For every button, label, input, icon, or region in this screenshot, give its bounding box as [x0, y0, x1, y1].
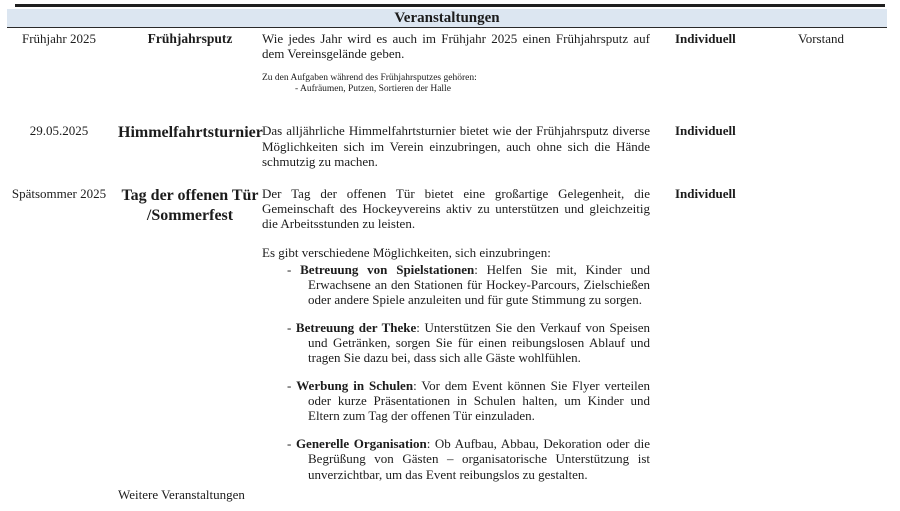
document-page	[0, 4, 900, 511]
bullet-marker: -	[287, 319, 296, 335]
bullet-title: Betreuung von Spielstationen	[300, 261, 475, 277]
participation-type: Individuell	[675, 123, 736, 139]
bullet-title: Betreuung der Theke	[295, 319, 417, 335]
responsible-party: Vorstand	[798, 31, 844, 46]
table-row-weitere	[0, 487, 900, 502]
table-title: Veranstaltungen	[394, 10, 500, 26]
table-row-tag-der-offenen-tuer	[0, 186, 900, 482]
bullet-marker: -	[287, 436, 296, 452]
event-description	[262, 31, 652, 95]
description-paragraph: Wie jedes Jahr wird es auch im Frühjahr 2025 einen Frühjahrsputz auf dem Vereinsgelände geben.	[262, 31, 650, 62]
table-header	[7, 9, 887, 28]
table-top-border	[15, 4, 885, 7]
description-paragraph: Der Tag der offenen Tür bietet eine großartige Gelegenheit, die Gemeinschaft des Hockeyvereins aktiv zu unterstützen und gleichzeitig die Arbeitsstunden zu leisten.	[262, 186, 650, 232]
participation-type: Individuell	[675, 31, 736, 46]
event-name: Himmelfahrtsturnier	[118, 124, 263, 142]
participation-type: Individuell	[675, 186, 736, 202]
table-row-himmelfahrtsturnier	[0, 123, 900, 169]
event-description	[262, 186, 652, 482]
table-row-fruehjahrsputz	[0, 31, 900, 95]
bullet-theke	[262, 320, 650, 366]
bullet-marker: -	[287, 261, 301, 277]
tasks-note	[262, 73, 650, 95]
bullet-organisation	[262, 436, 650, 482]
event-description	[262, 123, 652, 169]
bullet-title: Generelle Organisation	[295, 436, 427, 452]
bullet-text: : Ob Aufbau, Abbau, Dekoration oder die Begrüßung von Gästen – organisatorische Unterstützung ist unverzichtbar, um das Event reibungslos zu gestalten.	[308, 436, 650, 482]
event-date: Spätsommer 2025	[11, 186, 107, 202]
event-name: Frühjahrsputz	[147, 31, 233, 46]
options-intro: Es gibt verschiedene Möglichkeiten, sich einzubringen:	[262, 244, 551, 260]
event-date: Frühjahr 2025	[21, 31, 97, 46]
tasks-note-heading: Zu den Aufgaben während des Frühjahrsputzes gehören:	[262, 73, 477, 84]
tasks-note-item: - Aufräumen, Putzen, Sortieren der Halle	[295, 84, 451, 95]
bullet-title: Werbung in Schulen	[296, 378, 414, 394]
bullet-marker: -	[287, 378, 297, 394]
bullet-text: : Vor dem Event können Sie Flyer verteilen oder kurze Präsentationen in Schulen halten, um Kinder und Eltern zum Tag der offenen Tür einzuladen.	[308, 378, 650, 424]
more-events-label: Weitere Veranstaltungen	[118, 486, 245, 502]
bullet-werbung	[262, 378, 650, 424]
event-date: 29.05.2025	[29, 123, 89, 139]
event-name: Tag der offenen Tür /Sommerfest	[121, 187, 259, 224]
bullet-text: : Helfen Sie mit, Kinder und Erwachsene an den Stationen für Hockey-Parcours, Zielschießen oder andere Spiele anzuleiten und für gute Stimmung zu sorgen.	[308, 261, 650, 308]
description-paragraph: Das alljährliche Himmelfahrtsturnier bietet wie der Frühjahrsputz diverse Möglichkeiten sich im Verein einzubringen, auch ohne sich die Hände schmutzig zu machen.	[262, 123, 650, 169]
bullet-text: : Unterstützen Sie den Verkauf von Speisen und Getränken, sorgen Sie für einen reibungslosen Ablauf und tragen Sie dazu bei, dass sich alle Gäste wohlfühlen.	[308, 319, 650, 366]
bullet-spielstationen	[262, 262, 650, 308]
